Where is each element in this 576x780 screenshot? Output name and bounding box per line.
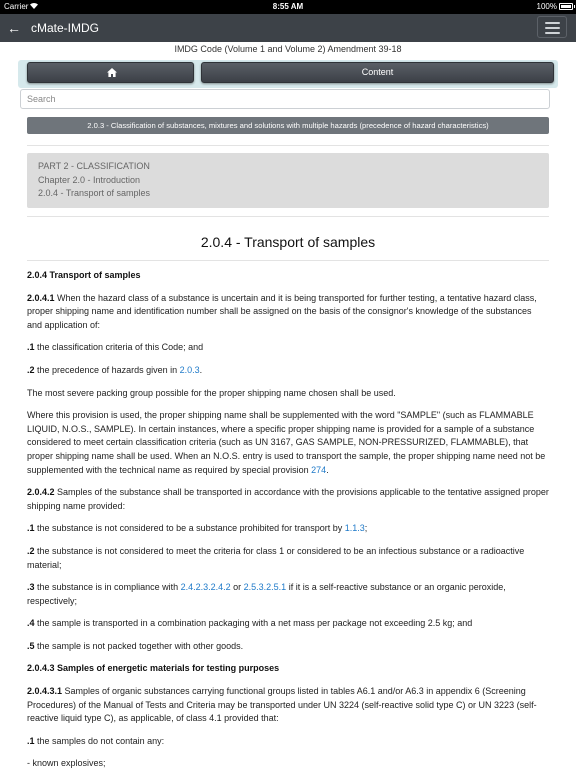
hamburger-menu-button[interactable] bbox=[537, 16, 567, 38]
paragraph-text: . bbox=[326, 464, 329, 475]
item-number: .1 bbox=[27, 735, 35, 746]
list-item bbox=[27, 522, 549, 536]
paragraph-text: When the hazard class of a substance is uncertain and it is being transported for further testing, a tentative hazard class, proper shipping name and identification number shall be assigned on the basis of the consignor's knowledge of the substances and application of: bbox=[27, 292, 537, 330]
list-item: - known explosives; bbox=[27, 758, 106, 769]
menu-line-icon bbox=[545, 22, 560, 24]
carrier-label: Carrier bbox=[4, 2, 29, 11]
clock: 8:55 AM bbox=[272, 2, 304, 11]
menu-line-icon bbox=[545, 27, 560, 29]
reference-link-2-4-2-3-2-4-2[interactable]: 2.4.2.3.2.4.2 bbox=[180, 582, 231, 593]
item-text: if it is a self-reactive substance or an organic peroxide, respectively; bbox=[27, 582, 506, 606]
menu-line-icon bbox=[545, 32, 560, 34]
paragraph-number: 2.0.4.2 bbox=[27, 487, 55, 498]
paragraph-2-0-4-3-1 bbox=[27, 685, 549, 726]
divider bbox=[27, 216, 549, 217]
button-bar bbox=[18, 60, 558, 88]
app-title: cMate-IMDG bbox=[31, 21, 100, 35]
home-icon bbox=[107, 68, 117, 77]
status-bar bbox=[0, 0, 576, 14]
paragraph-number: 2.0.4.3.1 bbox=[27, 686, 63, 697]
item-text: the substance is in compliance with bbox=[34, 582, 181, 593]
list-item bbox=[27, 581, 549, 608]
paragraph-text: Samples of the substance shall be transported in accordance with the provisions applicable to the tentative assigned proper shipping name provided: bbox=[27, 487, 549, 511]
section-heading: 2.0.4 - Transport of samples bbox=[200, 234, 376, 250]
item-text: the precedence of hazards given in bbox=[34, 364, 180, 375]
list-item bbox=[27, 640, 549, 654]
reference-link-2-0-3[interactable]: 2.0.3 bbox=[179, 364, 200, 375]
battery-percent: 100% bbox=[536, 2, 557, 11]
item-text: the substance is not considered to be a substance prohibited for transport by bbox=[34, 523, 345, 534]
breadcrumb bbox=[27, 153, 549, 208]
item-number: .4 bbox=[27, 618, 35, 629]
reference-link-1-1-3[interactable]: 1.1.3 bbox=[344, 523, 365, 534]
item-text: the classification criteria of this Code; and bbox=[34, 342, 204, 353]
item-number: .5 bbox=[27, 640, 35, 651]
reference-link-2-5-3-2-5-1[interactable]: 2.5.3.2.5.1 bbox=[243, 582, 287, 593]
item-text: ; bbox=[364, 523, 368, 534]
breadcrumb-chapter[interactable]: Chapter 2.0 - Introduction bbox=[38, 174, 141, 185]
section-content bbox=[27, 269, 549, 780]
paragraph bbox=[27, 409, 549, 477]
paragraph-number: 2.0.4.1 bbox=[27, 292, 55, 303]
list-item bbox=[27, 617, 549, 631]
list-item bbox=[27, 364, 549, 378]
previous-section-link[interactable]: 2.0.3 - Classification of substances, mixtures and solutions with multiple hazards (precedence of hazard characteristics) bbox=[27, 117, 549, 134]
item-text: the sample is not packed together with other goods. bbox=[34, 640, 244, 651]
paragraph-text: Samples of organic substances carrying functional groups listed in tables A6.1 and/or A6.3 in appendix 6 (Screening Procedures) of the Manual of Tests and Criteria may be transported under UN 3224 (self-reactive solid type C) or UN 3223 (self-reactive liquid type C), as applicable, of class 4.1 provided that: bbox=[27, 686, 537, 724]
item-text: the samples do not contain any: bbox=[34, 735, 165, 746]
item-number: .2 bbox=[27, 545, 35, 556]
subsection-heading: 2.0.4.3 Samples of energetic materials for testing purposes bbox=[27, 663, 280, 674]
document-title: IMDG Code (Volume 1 and Volume 2) Amendment 39-18 bbox=[174, 44, 402, 54]
home-button[interactable] bbox=[27, 62, 194, 83]
paragraph-2-0-4-2 bbox=[27, 486, 549, 513]
back-arrow-icon[interactable]: ← bbox=[7, 20, 21, 36]
list-item bbox=[27, 735, 549, 749]
divider bbox=[27, 145, 549, 146]
item-number: .1 bbox=[27, 523, 35, 534]
paragraph-2-0-4-1 bbox=[27, 292, 549, 333]
content-heading: 2.0.4 Transport of samples bbox=[27, 270, 141, 280]
item-text: or bbox=[230, 582, 244, 593]
item-text: . bbox=[199, 364, 203, 375]
item-number: .1 bbox=[27, 342, 35, 353]
navbar bbox=[0, 14, 576, 42]
item-text: the sample is transported in a combination packaging with a net mass per package not exceeding 2.5 kg; and bbox=[34, 618, 473, 629]
item-number: .3 bbox=[27, 582, 35, 593]
reference-link-274[interactable]: 274 bbox=[311, 464, 327, 475]
list-item bbox=[27, 341, 549, 355]
search-input[interactable] bbox=[20, 89, 550, 109]
paragraph-text: Where this provision is used, the proper shipping name shall be supplemented with the word "SAMPLE" (such as FLAMMABLE LIQUID, N.O.S., SAMPLE). In certain instances, where a specific proper shipping name is provided for a sample of a substance considered to meet certain classification criteria (such as UN 3167, GAS SAMPLE, NON-PRESSURIZED, FLAMMABLE), that proper shipping name shall be used. When an N.O.S. entry is used to transport the sample, the proper shipping name need not be supplemented with the technical name as required by special provision bbox=[27, 410, 546, 475]
paragraph: The most severe packing group possible for the proper shipping name chosen shall be used. bbox=[27, 387, 396, 398]
breadcrumb-part[interactable]: PART 2 - CLASSIFICATION bbox=[38, 161, 150, 171]
content-button[interactable]: Content bbox=[201, 62, 554, 83]
battery-icon bbox=[559, 3, 573, 10]
list-item bbox=[27, 545, 549, 572]
item-text: the substance is not considered to meet the criteria for class 1 or considered to be an infectious substance or a radioactive material; bbox=[27, 545, 525, 570]
item-number: .2 bbox=[27, 364, 35, 375]
breadcrumb-section[interactable]: 2.0.4 - Transport of samples bbox=[38, 188, 151, 198]
divider bbox=[27, 260, 549, 261]
